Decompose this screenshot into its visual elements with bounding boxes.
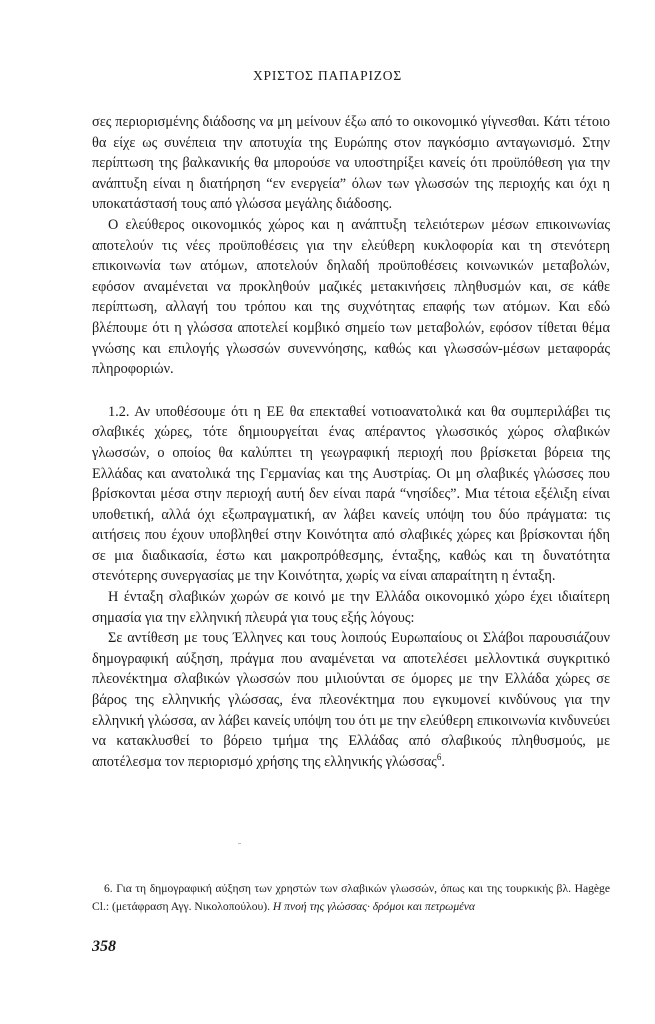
paragraph-section-1-2: 1.2. Αν υποθέσουμε ότι η ΕΕ θα επεκταθεί νοτιοανατολικά και θα συμπεριλάβει τις σλαβικές χώρες, τότε δημιουργείται ένας απέραντος γλωσσικός χώρος σλαβικών γλωσσών, ο οποίος θα καλύπτει τη γεωγραφική περιοχή που βρίσκεται βόρεια της Ελλάδας και ανατολικά της Γερμανίας και της Αυστρίας. Οι μη σλαβικές γλώσσες που βρίσκονται μέσα στην περιοχή αυτή δεν είναι παρά “νησίδες”. Μια τέτοια εξέλιξη είναι υποθετική, αλλά όχι εξωπραγματική, αν λάβει κανείς υπόψη του δύο πράγματα: τις αιτήσεις που έχουν υποβληθεί στην Κοινότητα από σλαβικές χώρες και βρίσκονται ήδη σε μια διαδικασία, έστω και μακροπρόθεσμης, ένταξης, καθώς και τη δυνατότητα στενότερης συνεργασίας με την Κοινότητα, χωρίς να είναι απαραίτητη η ένταξη.: [92, 403, 610, 585]
footnote-reference: 6: [436, 752, 442, 763]
paragraph-5: [92, 628, 610, 772]
paragraph-2: Ο ελεύθερος οικονομικός χώρος και η ανάπτυξη τελειότερων μέσων επικοινωνίας αποτελούν τις νέες προϋποθέσεις για την ελεύθερη κυκλοφορία και τη στενότερη επικοινωνία των ατόμων, αποτελούν δηλαδή προϋποθέσεις κοινωνικών μεταβολών, εφόσον αναμένεται να προκληθούν μαζικές μετακινήσεις πληθυσμών και, σε κάθε περίπτωση, αλλαγή του τρόπου και της συχνότητας επαφής των ατόμων. Και εδώ βλέπουμε ότι η γλώσσα αποτελεί κομβικό σημείο των μεταβολών, εφόσον τίθεται θέμα γνώσης και επιλογής γλωσσών συνεννόησης, καθώς και γλωσσών-μέσων μεταφοράς πληροφοριών.: [92, 216, 610, 378]
page-number: 358: [92, 938, 116, 955]
paragraph-1: σες περιορισμένης διάδοσης να μη μείνουν έξω από το οικονομικό γίγνεσθαι. Κάτι τέτοιο θα είχε ως συνέπεια την αποτυχία της Ευρώπης στον παγκόσμιο ανταγωνισμό. Στην περίπτωση της βαλκανικής θα μπορούσε να υποστηρίξει κανείς ότι προϋπόθεση για την ανάπτυξη είναι η διατήρηση “εν ενεργεία” όλων των γλωσσών της περιοχής και όχι η υποκατάστασή τους από γλώσσα μεγάλης διάδοσης.: [92, 114, 610, 213]
section-spacer: [92, 380, 610, 402]
main-text: [92, 112, 610, 772]
footnote-6: [92, 880, 610, 916]
footnote-book-title: Η πνοή της γλώσσας· δρόμοι και πετρωμένα: [272, 900, 475, 913]
paragraph-5-end: .: [441, 753, 445, 770]
running-header: ΧΡΙΣΤΟΣ ΠΑΠΑΡΙΖΟΣ: [252, 68, 403, 83]
paragraph-5-text: Σε αντίθεση με τους Έλληνες και τους λοιπούς Ευρωπαίους οι Σλάβοι παρουσιάζουν δημογραφική αύξηση, πράγμα που αναμένεται να αποτελέσει μελλοντικά συγκριτικό πλεονέκτημα σλαβικών γλωσσών που μιλιούνται σε όμορες με την Ελλάδα χώρες σε βάρος της ελληνικής γλώσσας, ένα πλεονέκτημα που εγκυμονεί κινδύνους για την ελληνική γλώσσα, αν λάβει κανείς υπόψη του ότι με την ελεύθερη επικοινωνία κινδυνεύει να κατακλυσθεί το βόρειο τμήμα της Ελλάδας από σλαβικούς πληθυσμούς, με αποτέλεσμα τον περιορισμό χρήσης της ελληνικής γλώσσας: [92, 630, 610, 770]
paragraph-4: Η ένταξη σλαβικών χωρών σε κοινό με την Ελλάδα οικονομικό χώρο έχει ιδιαίτερη σημασία για την ελληνική πλευρά για τους εξής λόγους:: [92, 589, 610, 626]
footnote-text: 6. Για τη δημογραφική αύξηση των χρηστών των σλαβικών γλωσσών, όπως και της τουρκικής βλ. Hagège Cl.: (μετάφραση Αγγ. Νικολοπούλου).: [92, 882, 610, 913]
footnote: [92, 880, 610, 916]
scan-speck: [238, 843, 241, 844]
